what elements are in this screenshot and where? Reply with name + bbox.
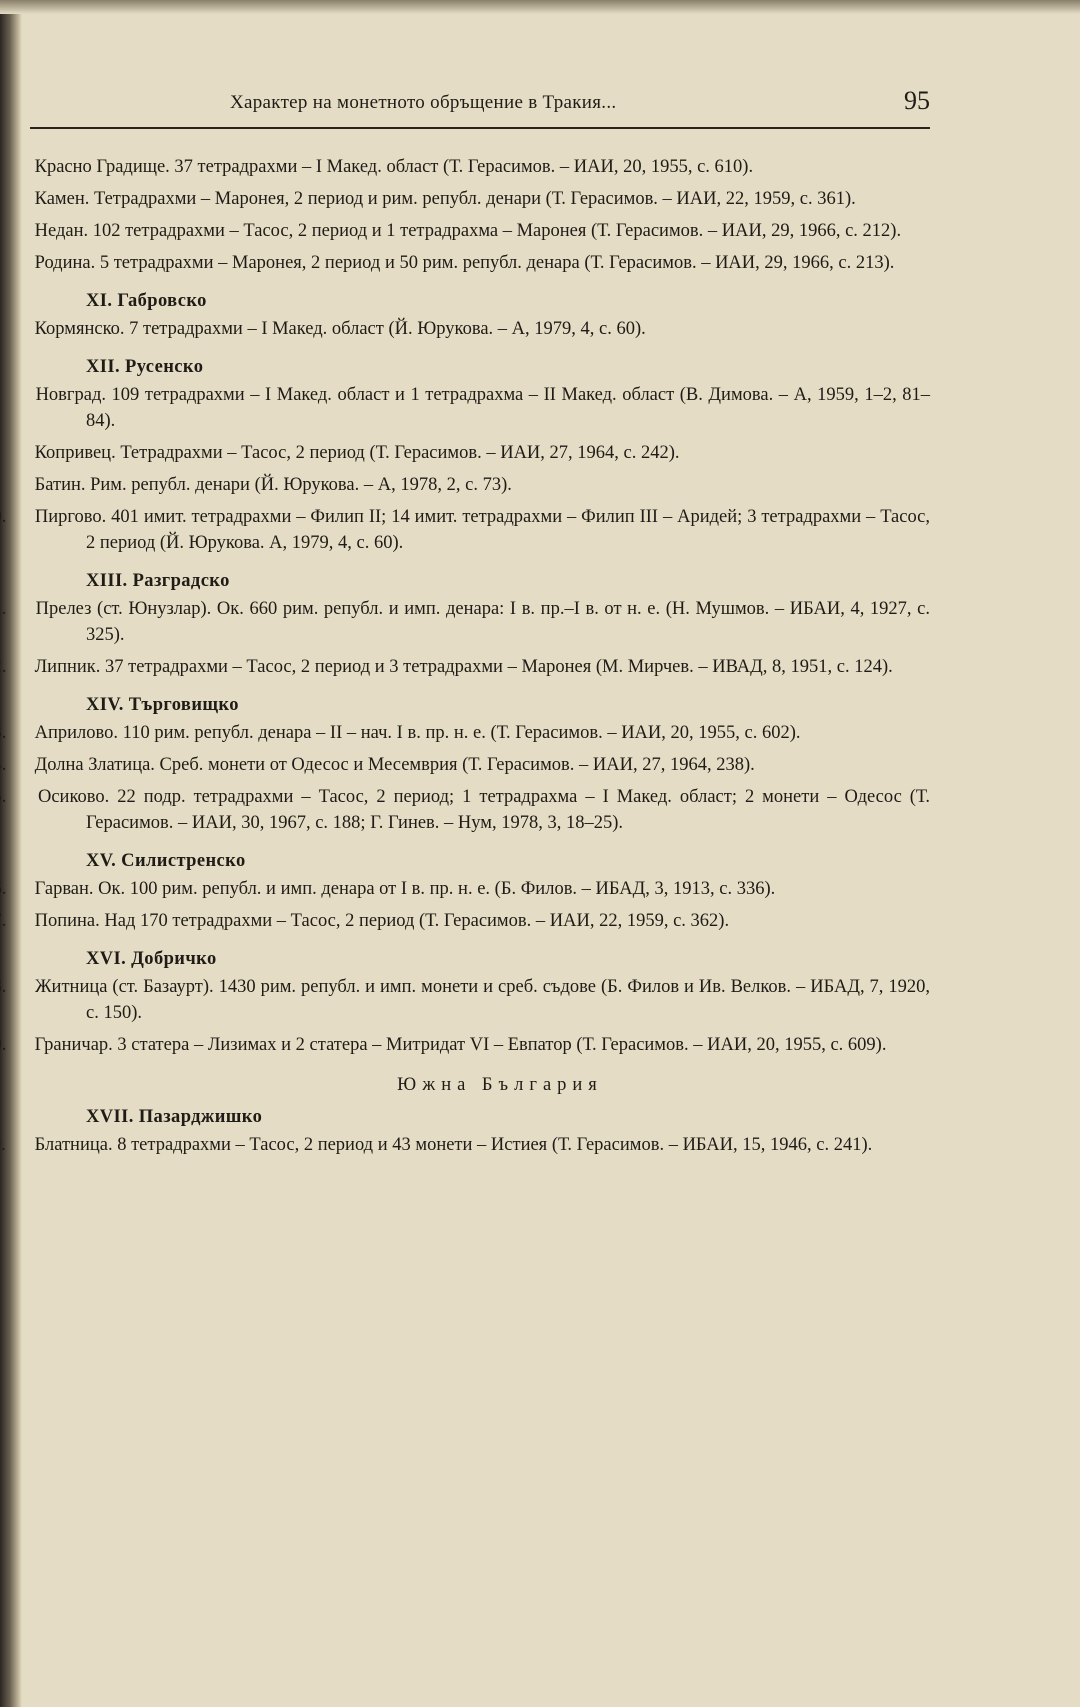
region-heading: XVII. Пазарджишко bbox=[86, 1107, 263, 1127]
entry-text: Гарван. Ок. 100 рим. републ. и имп. денара от I в. пр. н. е. (Б. Филов. – ИБАД, 3, 1913, с. 336). bbox=[34, 879, 776, 899]
running-head-title: Характер на монетното обръщение в Тракия... bbox=[230, 92, 617, 113]
entry-text: Попина. Над 170 тетрадрахми – Тасос, 2 период (Т. Герасимов. – ИАИ, 22, 1959, с. 362). bbox=[34, 911, 730, 931]
page-content bbox=[30, 154, 930, 1164]
catalog-entry bbox=[30, 382, 930, 434]
entry-text: Родина. 5 тетрадрахми – Маронея, 2 период и 50 рим. републ. денара (Т. Герасимов. – ИАИ, 29, 1966, с. 213). bbox=[34, 253, 895, 273]
catalog-entry bbox=[30, 316, 930, 342]
entry-text: Житница (ст. Базаурт). 1430 рим. републ. и имп. монети и среб. съдове (Б. Филов и Ив. Велков. – ИБАД, 7, 1920, с. 150). bbox=[34, 977, 931, 1023]
entry-text: Липник. 37 тетрадрахми – Тасос, 2 период и 3 тетрадрахми – Маронея (М. Мирчев. – ИВАД, 8, 1951, с. 124). bbox=[34, 657, 893, 677]
entry-text: Батин. Рим. републ. денари (Й. Юрукова. – А, 1978, 2, с. 73). bbox=[34, 475, 512, 495]
catalog-entry bbox=[30, 218, 930, 244]
catalog-entry bbox=[30, 250, 930, 276]
entry-text: Камен. Тетрадрахми – Маронея, 2 период и рим. републ. денари (Т. Герасимов. – ИАИ, 22, 1959, с. 361). bbox=[34, 189, 856, 209]
running-head bbox=[30, 86, 930, 122]
page-number: 95 bbox=[904, 86, 930, 115]
entry-text: Граничар. 3 статера – Лизимах и 2 статера – Митридат VI – Евпатор (Т. Герасимов. – ИАИ, 20, 1955, с. 609). bbox=[34, 1035, 887, 1055]
catalog-entry bbox=[30, 752, 930, 778]
catalog-entry bbox=[30, 974, 930, 1026]
catalog-entry bbox=[30, 784, 930, 836]
catalog-entry bbox=[30, 186, 930, 212]
book-page bbox=[30, 0, 930, 1707]
entry-text: Копривец. Тетрадрахми – Тасос, 2 период (Т. Герасимов. – ИАИ, 27, 1964, с. 242). bbox=[34, 443, 680, 463]
catalog-entry bbox=[30, 154, 930, 180]
catalog-entry bbox=[30, 504, 930, 556]
book-spine-shadow bbox=[0, 0, 22, 1707]
entry-text: Новград. 109 тетрадрахми – I Макед. област и 1 тетрадрахма – II Макед. област (В. Димова. – А, 1959, 1–2, 81–84). bbox=[35, 385, 931, 431]
region-heading: XV. Силистренско bbox=[86, 851, 246, 871]
entry-text: Недан. 102 тетрадрахми – Тасос, 2 период и 1 тетрадрахма – Маронея (Т. Герасимов. – ИАИ, 29, 1966, с. 212). bbox=[34, 221, 902, 241]
entry-text: Осиково. 22 подр. тетрадрахми – Тасос, 2 период; 1 тетрадрахма – I Макед. област; 2 монети – Одесос (Т. Герасимов. – ИАИ, 30, 1967, с. 188; Г. Гинев. – Нум, 1978, 3, 18–25). bbox=[37, 787, 930, 833]
catalog-entry bbox=[30, 720, 930, 746]
region-heading: XIV. Търговищко bbox=[86, 695, 239, 715]
entry-text: Пиргово. 401 имит. тетрадрахми – Филип II; 14 имит. тетрадрахми – Филип III – Аридей; 3 тетрадрахми – Тасос, 2 период (Й. Юрукова. А, 1979, 4, с. 60). bbox=[34, 507, 931, 553]
catalog-entry bbox=[30, 1132, 930, 1158]
catalog-entry bbox=[30, 876, 930, 902]
region-heading: XI. Габровско bbox=[86, 291, 207, 311]
catalog-entry bbox=[30, 472, 930, 498]
entry-text: Априлово. 110 рим. републ. денара – II – нач. I в. пр. н. е. (Т. Герасимов. – ИАИ, 20, 1955, с. 602). bbox=[34, 723, 801, 743]
header-rule bbox=[30, 127, 930, 129]
entry-text: Блатница. 8 тетрадрахми – Тасос, 2 период и 43 монети – Истиея (Т. Герасимов. – ИБАИ, 15, 1946, с. 241). bbox=[34, 1135, 873, 1155]
catalog-entry bbox=[30, 654, 930, 680]
entry-text: Кормянско. 7 тетрадрахми – I Макед. област (Й. Юрукова. – А, 1979, 4, с. 60). bbox=[34, 319, 646, 339]
region-heading: XVI. Добричко bbox=[86, 949, 217, 969]
catalog-entry bbox=[30, 440, 930, 466]
entry-text: Долна Златица. Среб. монети от Одесос и Месемврия (Т. Герасимов. – ИАИ, 27, 1964, 238). bbox=[34, 755, 755, 775]
catalog-entry bbox=[30, 1032, 930, 1058]
subregion-title: Южна България bbox=[397, 1075, 603, 1095]
entry-text: Красно Градище. 37 тетрадрахми – I Макед. област (Т. Герасимов. – ИАИ, 20, 1955, с. 610). bbox=[34, 157, 754, 177]
catalog-entry bbox=[30, 596, 930, 648]
region-heading: XII. Русенско bbox=[86, 357, 204, 377]
catalog-entry bbox=[30, 908, 930, 934]
region-heading: XIII. Разградско bbox=[86, 571, 230, 591]
entry-text: Прелез (ст. Юнузлар). Ок. 660 рим. републ. и имп. денара: I в. пр.–I в. от н. е. (Н. Мушмов. – ИБАИ, 4, 1927, с. 325). bbox=[35, 599, 930, 645]
